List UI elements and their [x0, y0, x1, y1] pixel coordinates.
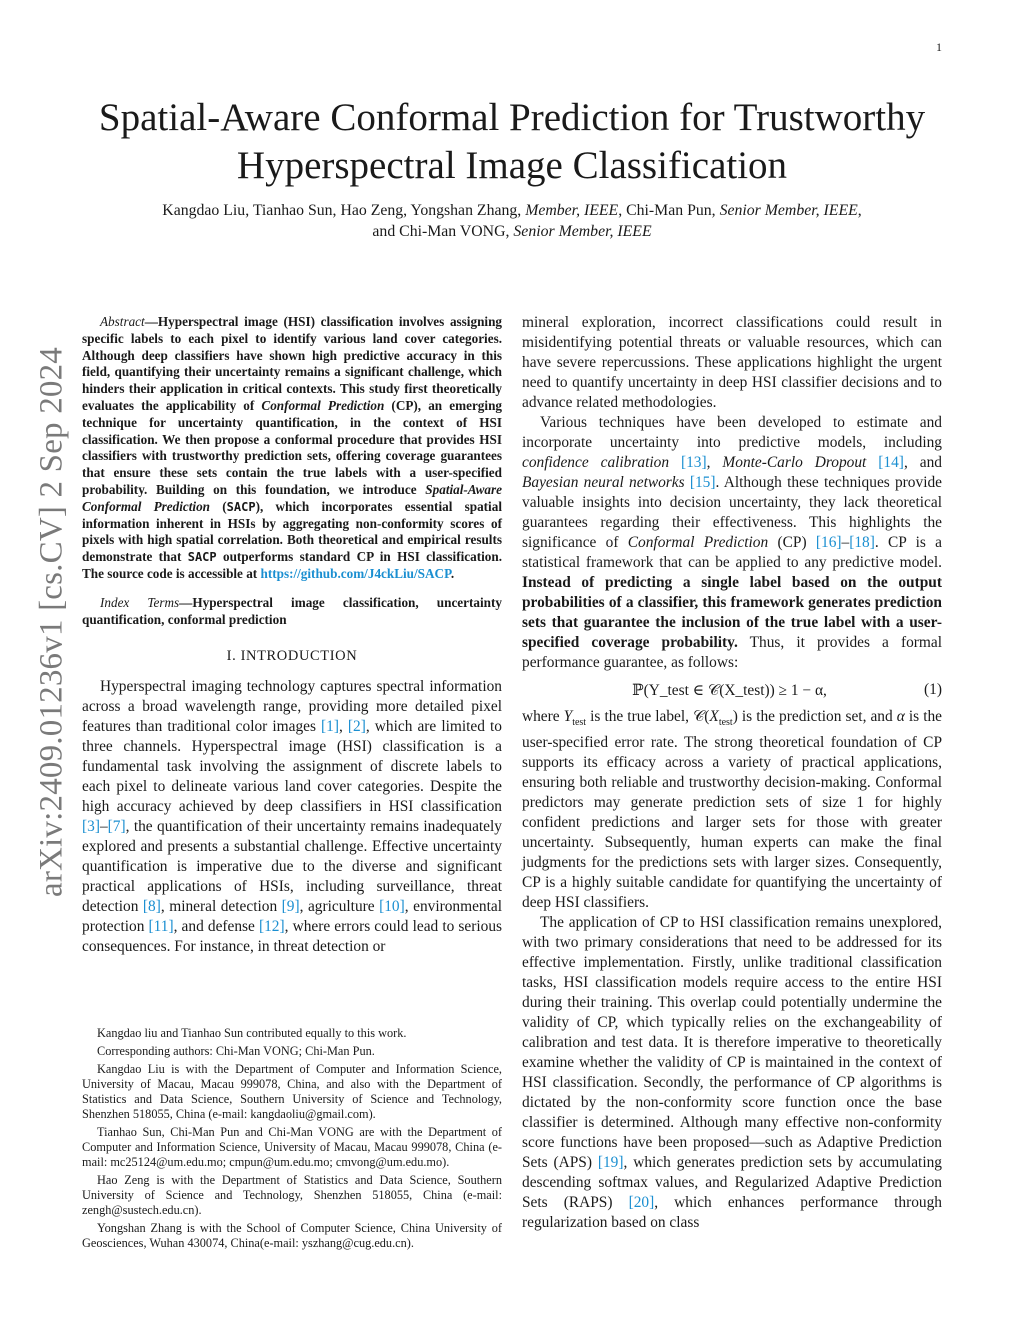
citation[interactable]: [14] [878, 454, 904, 471]
equation-1 [522, 681, 942, 700]
citation[interactable]: [18] [849, 534, 875, 551]
index-terms-label: Index Terms [100, 594, 180, 610]
citation[interactable]: [10] [379, 898, 405, 916]
section-title-rest: NTRODUCTION [246, 648, 358, 665]
right-paragraph-2: Various techniques have been developed to estimate and incorporate uncertainty into predictive models, including confidence calibration [13], Monte-Carlo Dropout [14], and Bayesian neural networks [15]. Although these techniques provide valuable insights into decision uncertainty, they lack theoretical guarantees regarding their effectiveness. This highlights the significance of Conformal Prediction (CP) [16]–[18]. CP is a statistical framework that can be applied to any predictive model. Instead of predicting a single label based on the output probabilities of a classifier, this framework generates prediction sets that guarantee the inclusion of the true label with a user-specified coverage probability. Thus, it provides a formal performance guarantee, as follows: [522, 414, 942, 671]
equation-formula: ℙ(Y_test ∈ 𝒞(X_test)) ≥ 1 − α, [632, 682, 827, 699]
citation[interactable]: [20] [628, 1194, 655, 1212]
intro-paragraph-1: Hyperspectral imaging technology captures spectral information across a broad wavelength range, providing more detailed pixel features than traditional color images [1], [2], which are limited to three channels. Hyperspectral image (HSI) classification is a fundamental task involving the assignment of discrete labels to each pixel to delineate various land cover categories. Despite the high accuracy achieved by deep classifiers in HSI classification [3]–[7], the quantification of their uncertainty remains inadequately explored and presents a substantial challenge. Effective uncertainty quantification is imperative due to the diverse and significant practical applications of HSIs, including surveillance, threat detection [8], mineral detection [9], agriculture [10], environmental protection [11], and defense [12], where errors could lead to serious consequences. For instance, in threat detection or [82, 678, 503, 956]
abstract [82, 314, 502, 583]
right-paragraph-1: mineral exploration, incorrect classifications could result in misidentifying potential threats or valuable resources, which can have severe repercussions. These applications highlight the urgent need to quantify uncertainty in deep HSI classifier decisions and to advance related methodologies. [522, 314, 942, 411]
footnote: Yongshan Zhang is with the School of Computer Science, China University of Geosciences, Wuhan 430074, China(e-mail: yszhang@cug.edu.cn). [82, 1221, 502, 1250]
citation[interactable]: [1] [321, 718, 339, 736]
footnote: Kangdao liu and Tianhao Sun contributed equally to this work. [97, 1026, 407, 1040]
citation[interactable]: [16] [815, 534, 842, 551]
section-title-first: I [240, 648, 246, 665]
abstract-text-4: ), which incorporates essential spatial information inherent in HSIs by aggregating non-conformity scores of pixels with high spatial correlation. Both theoretical and empirical results demonstrate that [82, 498, 502, 565]
citation[interactable]: [15] [689, 474, 716, 491]
author-list [60, 200, 964, 242]
citation[interactable]: [19] [597, 1154, 624, 1172]
right-paragraph-3: where $Y_{test}$ is the true label, $𝒞(X_{test})$ is the prediction set, and α is the user-specified error rate. The strong theoretical foundation of CP supports its efficacy across a variety of practical applications, ensuring both reliable and trustworthy decision-making. Conformal predictors may generate prediction sets of size 1 for highly confident predictions and larger sets for those with greater uncertainty. Subsequently, human experts can make the final judgments for the predictions sets with larger sizes. Consequently, CP is a highly suitable candidate for quantifying the uncertainty of deep HSI classifiers. [522, 708, 942, 912]
footnotes [82, 1026, 502, 1254]
index-terms-text: —Hyperspectral image classification, uncertainty quantification, conformal prediction [82, 594, 502, 627]
author-role-2: Senior Member, IEEE [719, 202, 858, 219]
citation[interactable]: [7] [107, 818, 126, 836]
author-role-3: Senior Member, IEEE [513, 223, 652, 240]
abstract-text-2: (CP), an emerging technique for uncertainty quantification, in the context of HSI classification. We then propose a conformal procedure that provides HSI classifiers with trustworthy prediction sets, offering coverage guarantees that ensure these sets contain the true labels with a user-specified probability. Building on this foundation, we introduce [82, 397, 502, 497]
citation[interactable]: [2] [347, 718, 366, 736]
footnote: Corresponding authors: Chi-Man VONG; Chi-Man Pun. [97, 1044, 375, 1058]
citation[interactable]: [3] [82, 818, 100, 836]
footnote: Kangdao Liu is with the Department of Computer and Information Science, University of Macau, Macau 999078, China, and also with the Department of Statistics and Data Science, Southern University of Science and Technology, Shenzhen 518055, China (e-mail: kangdaoliu@gmail.com). [82, 1062, 502, 1121]
authors-part-4: and Chi-Man VONG, [372, 223, 510, 240]
right-paragraph-4: The application of CP to HSI classification remains unexplored, with two primary considerations that need to be addressed for its effective implementation. Firstly, unlike traditional classification tasks, HSI classification models require access to the entire HSI during their training. This overlap could potentially undermine the validity of CP, which typically relies on the exchangeability of calibration and test data. It is therefore imperative to theoretically examine whether the validity of CP is maintained in the context of HSI classification. Secondly, the performance of CP algorithms is dictated by the non-conformity score function once the base classifier is determined. Although many effective non-conformity score functions have been proposed—such as Adaptive Prediction Sets (APS) [19], which generates prediction sets by accumulating descending softmax values, and Regularized Adaptive Prediction Sets (RAPS) [20], which enhances performance through regularization based on class [522, 914, 943, 1232]
authors-part-1: Kangdao Liu, Tianhao Sun, Hao Zeng, Yongshan Zhang, [162, 202, 522, 219]
authors-part-2: , Chi-Man Pun, [618, 202, 716, 219]
author-role-1: Member, IEEE [525, 202, 619, 219]
source-code-link[interactable]: https://github.com/J4ckLiu/SACP [260, 565, 451, 581]
abstract-text-1: —Hyperspectral image (HSI) classification involves assigning specific labels to each pixel to identify various land cover categories. Although deep classifiers have shown high predictive accuracy in this field, quantifying their uncertainty remains a significant challenge, which hinders their application in critical contexts. This study first theoretically evaluates the applicability of [82, 314, 502, 413]
abstract-label: Abstract [100, 314, 145, 329]
citation[interactable]: [12] [258, 918, 285, 936]
equation-number: (1) [924, 681, 942, 698]
citation[interactable]: [13] [680, 454, 707, 471]
title-line-2: Hyperspectral Image Classification [236, 144, 788, 187]
section-number: I. [226, 648, 237, 665]
abstract-text-3: ( [210, 498, 227, 514]
left-column [82, 314, 502, 957]
abstract-sacp-code-2: SACP [187, 550, 217, 565]
abstract-cp-term: Conformal Prediction [261, 397, 385, 413]
page-number: 1 [936, 40, 942, 54]
citation[interactable]: [8] [142, 898, 161, 916]
footnote: Hao Zeng is with the Department of Statistics and Data Science, Southern University of Science and Technology, Shenzhen 518055, China (e-mail: zengh@sustech.edu.cn). [82, 1173, 502, 1217]
arxiv-identifier[interactable]: arXiv:2409.01236v1 [cs.CV] 2 Sep 2024 [33, 346, 70, 898]
citation[interactable]: [9] [281, 898, 300, 916]
index-terms [82, 595, 502, 629]
title-line-1: Spatial-Aware Conformal Prediction for Trustworthy [98, 96, 926, 139]
citation[interactable]: [11] [148, 918, 174, 936]
abstract-text-5: outperforms standard CP in HSI classification. The source code is accessible at [82, 549, 503, 581]
paper-title [60, 94, 964, 190]
abstract-sacp-code: SACP [226, 499, 256, 514]
authors-part-3: , [857, 202, 862, 219]
right-column [522, 313, 942, 1233]
section-heading-introduction [82, 648, 502, 665]
key-claim-bold: Instead of predicting a single label based on the output probabilities of a classifier, this framework generates prediction sets that guarantee the inclusion of the true label with a user-specified coverage probability. [522, 574, 942, 651]
footnote: Tianhao Sun, Chi-Man Pun and Chi-Man VONG are with the Department of Computer and Information Science, University of Macau, Macau 999078, China (e-mail: mc25124@um.edu.mo; cmpun@um.edu.mo; cmvong@um.edu.mo). [82, 1125, 502, 1169]
abstract-sacp-term: Spatial-Aware Conformal Prediction [82, 481, 502, 514]
abstract-text-6: . [450, 565, 455, 581]
